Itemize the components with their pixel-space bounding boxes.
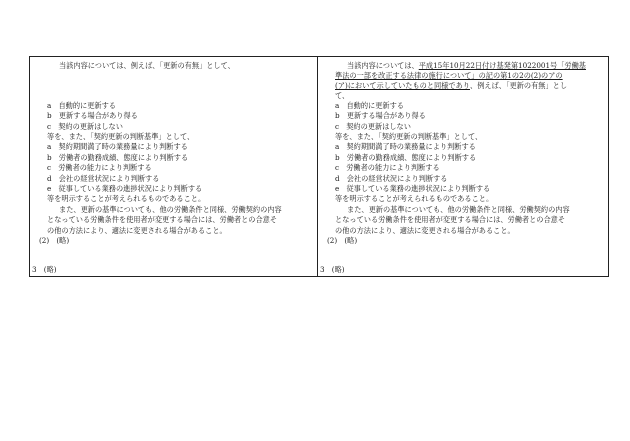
renewal-item-a: a 自動的に更新する xyxy=(335,101,404,110)
criteria-item-d: d 会社の経営状況により判断する xyxy=(47,174,160,183)
renewal-item-c: c 契約の更新はしない xyxy=(335,122,411,131)
intro-amendment-3: (ア)において示していたものと同様であり xyxy=(335,81,470,90)
renewal-item-b: b 更新する場合があり得る xyxy=(335,111,426,120)
criteria-item-a: a 契約期間満了時の業務量により判断する xyxy=(335,142,476,151)
paragraph2-line2: となっている労働条件を使用者が変更する場合には、労働者との合意そ xyxy=(335,215,566,224)
column-divider xyxy=(317,57,318,276)
intro-line-4: て、 xyxy=(335,91,350,100)
intro-amendment-1: 平成15年10月22日付け基発第1022001号「労働基 xyxy=(418,61,586,70)
intro-amendment-2: 準法の一部を改正する法律の施行について」の記の第1の2の(2)のアの xyxy=(335,71,563,80)
intro-plain: 当該内容については、 xyxy=(347,61,419,70)
intro-line-1 xyxy=(347,61,586,71)
renewal-item-b: b 更新する場合があり得る xyxy=(47,111,138,120)
criteria-item-c: c 労働者の能力により判断する xyxy=(335,163,440,172)
item-2: (2) (略) xyxy=(327,236,358,245)
intro-line-2 xyxy=(335,71,563,81)
renewal-item-c: c 契約の更新はしない xyxy=(47,122,123,131)
criteria-item-d: d 会社の経営状況により判断する xyxy=(335,174,448,183)
intro-text: 当該内容については、例えば、「更新の有無」として、 xyxy=(59,61,235,70)
criteria-intro: 等を、また、「契約更新の判断基準」として、 xyxy=(47,132,195,141)
criteria-item-b: b 労働者の勤務成績、態度により判断する xyxy=(47,153,189,162)
renewal-item-a: a 自動的に更新する xyxy=(47,101,116,110)
paragraph2-line2: となっている労働条件を使用者が変更する場合には、労働者との合意そ xyxy=(47,215,278,224)
paragraph2-line3: の他の方法により、適法に変更される場合があること。 xyxy=(47,226,227,235)
closing-text: 等を明示することが考えられるものであること。 xyxy=(47,194,206,203)
intro-plain-2: 、例えば、「更新の有無」とし xyxy=(470,81,568,90)
paragraph2-line1: また、更新の基準についても、他の労働条件と同様、労働契約の内容 xyxy=(347,205,570,214)
criteria-item-e: e 従事している業務の進捗状況により判断する xyxy=(335,184,491,193)
paragraph2-line3: の他の方法により、適法に変更される場合があること。 xyxy=(335,226,515,235)
item-3: 3 (略) xyxy=(320,265,345,274)
criteria-item-a: a 契約期間満了時の業務量により判断する xyxy=(47,142,188,151)
criteria-intro: 等を、また、「契約更新の判断基準」として、 xyxy=(335,132,483,141)
item-2: (2) (略) xyxy=(39,236,70,245)
criteria-item-b: b 労働者の勤務成績、態度により判断する xyxy=(335,153,477,162)
criteria-item-c: c 労働者の能力により判断する xyxy=(47,163,152,172)
closing-text: 等を明示することが考えられるものであること。 xyxy=(335,194,494,203)
item-3: 3 (略) xyxy=(32,265,57,274)
paragraph2-line1: また、更新の基準についても、他の労働条件と同様、労働契約の内容 xyxy=(59,205,282,214)
comparison-table xyxy=(29,56,609,277)
criteria-item-e: e 従事している業務の進捗状況により判断する xyxy=(47,184,203,193)
intro-line-3 xyxy=(335,81,567,91)
